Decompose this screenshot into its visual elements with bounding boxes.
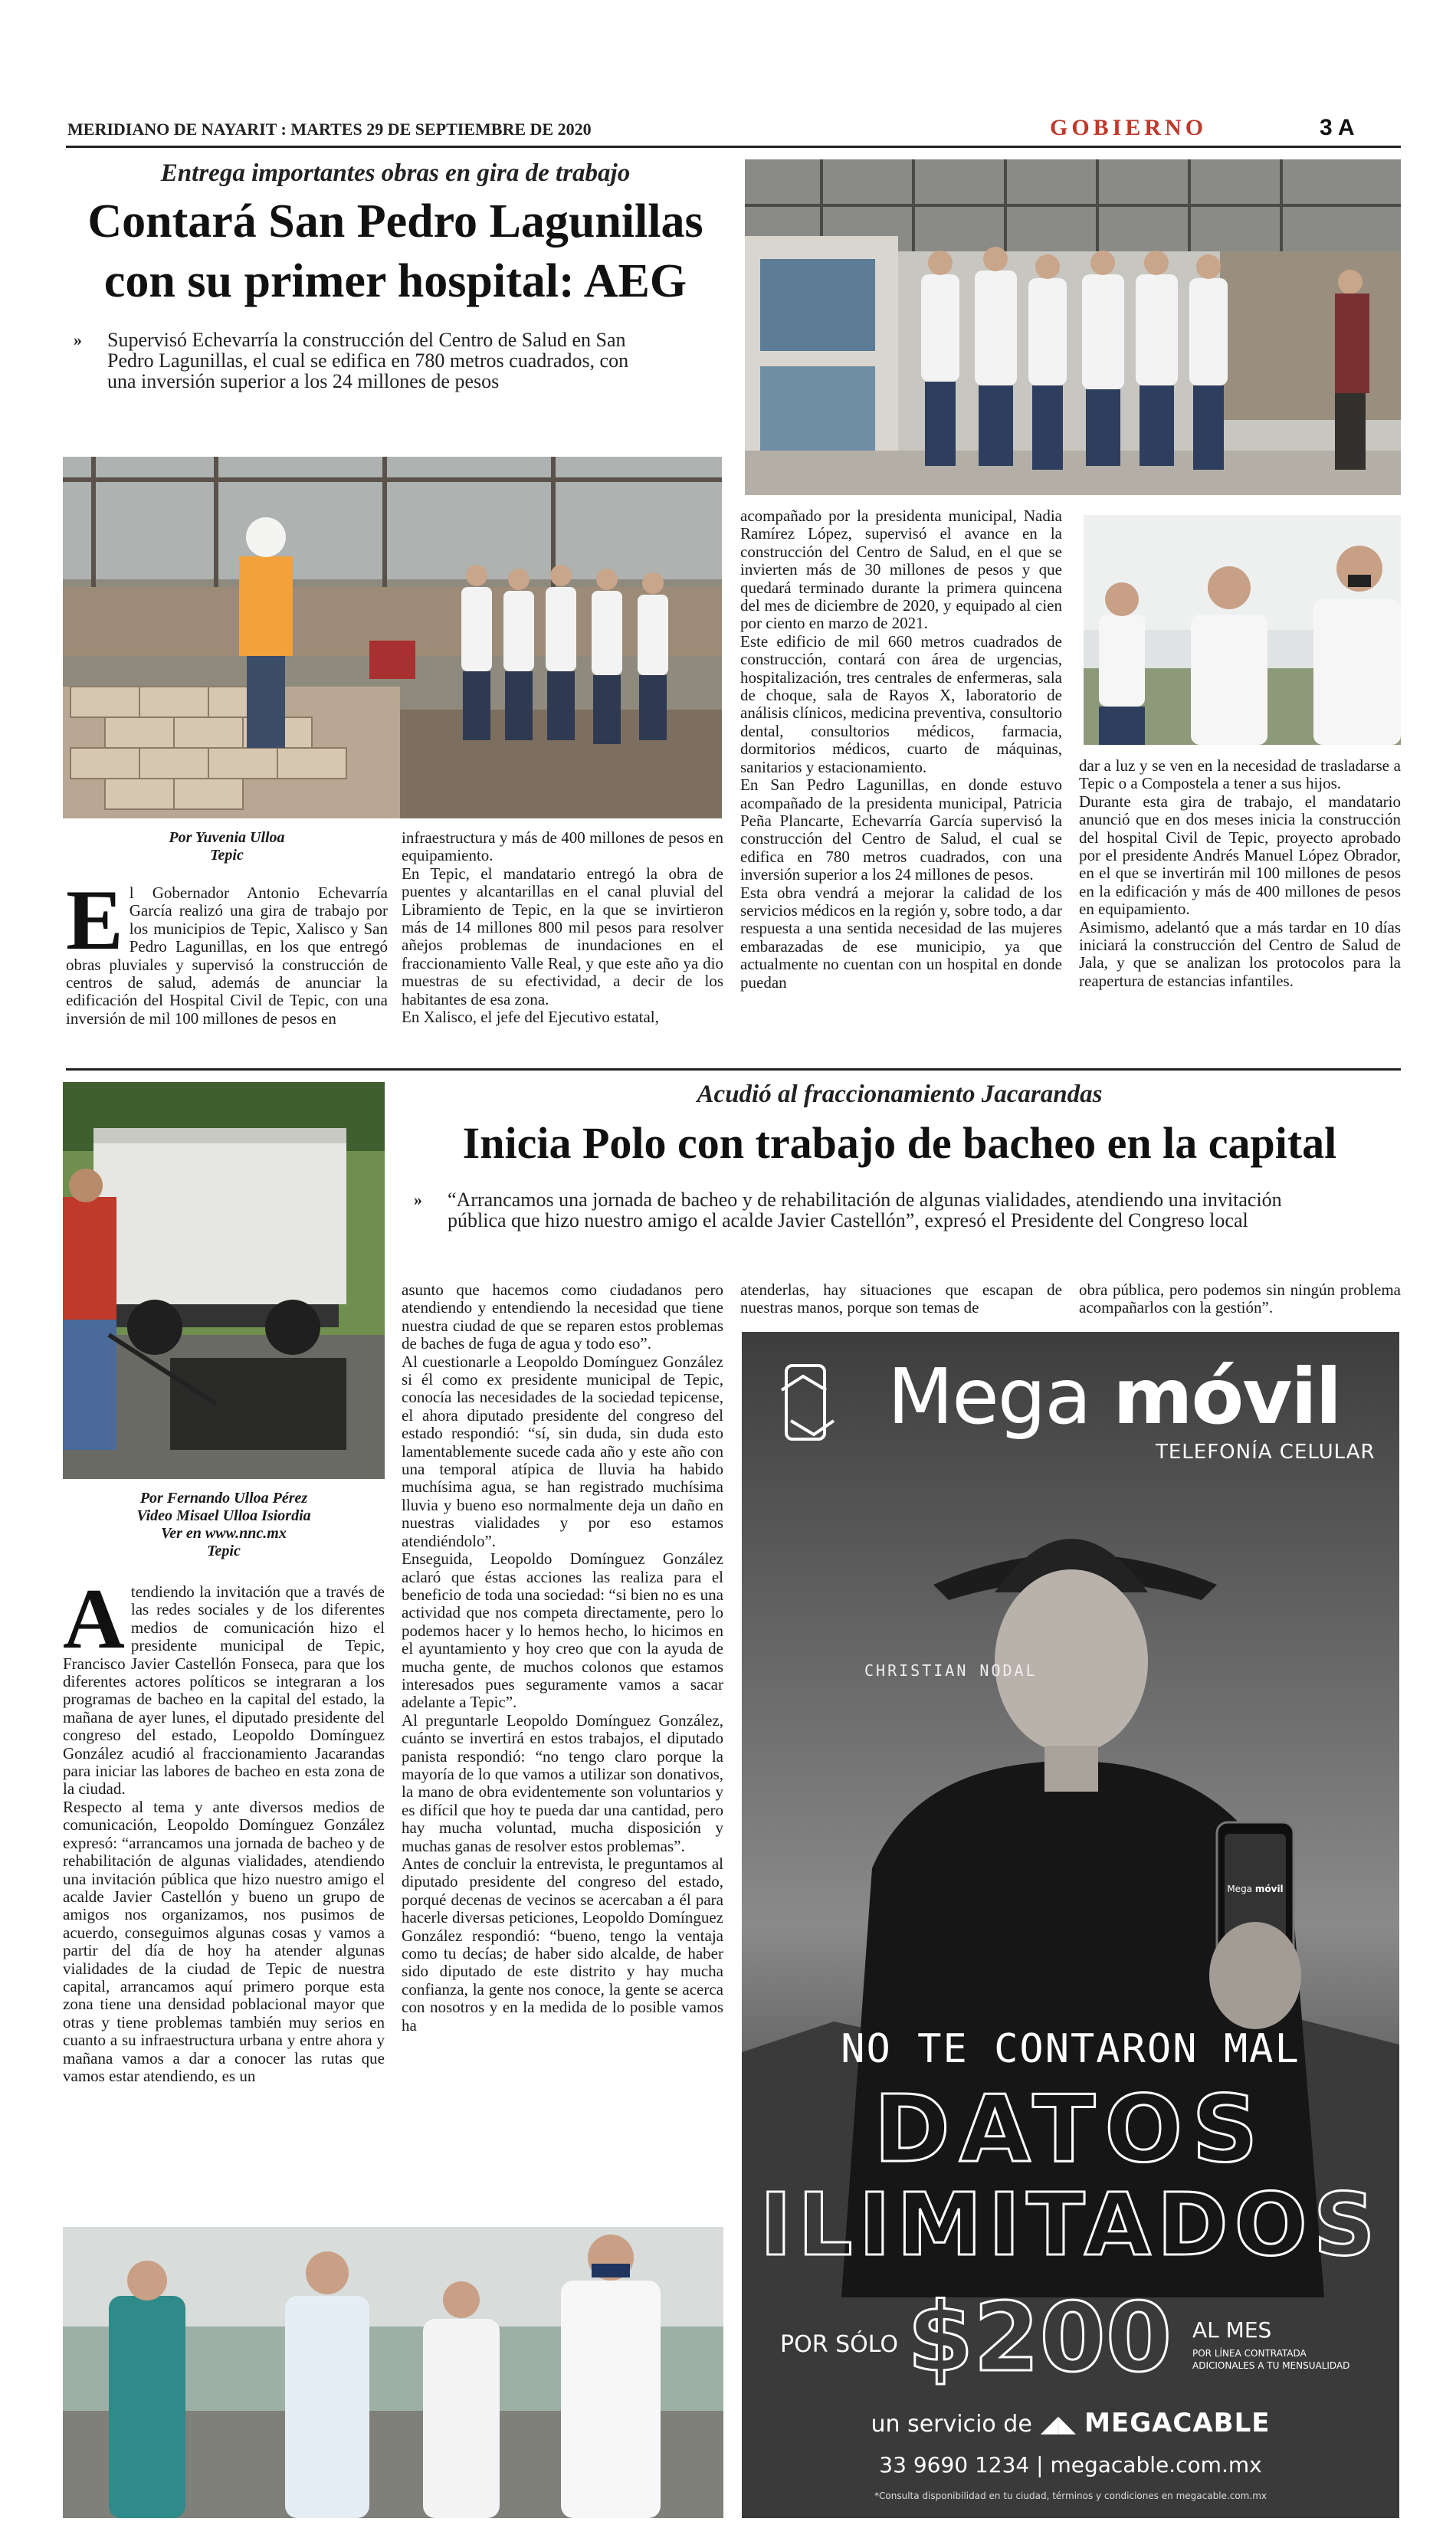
photo-officials (1084, 515, 1401, 745)
byline-video: Video Misael Ulloa Isiordia (136, 1507, 311, 1524)
service-prefix: un servicio de (871, 2411, 1032, 2438)
paragraph: Al cuestionarle a Leopoldo Domínguez González si él como ex presidente municipal de Tepic, conocía las necesidades de la sociedad tepicense, el ahora diputado presidente del congreso del estado respondió: “sí, sin duda, sin duda esto lamentablemente sucede cada año y este año con una temporal atípica de lluvia ha habido muchísima agua, se han registrado muchísima lluvia y bueno eso normalmente deja un daño en nuestras vialidades y por eso estamos atendiéndolo”. (402, 1352, 723, 1550)
ad-contact[interactable]: 33 9690 1234 | megacable.com.mx (879, 2452, 1262, 2477)
paragraph: Este edificio de mil 660 metros cuadrados de construcción, contará con área de urgencias, hospitalización, tres centrales de enfermeras, sala de choque, sala de Rayos X, laboratorio de análisis clínicos, medicina preventiva, consultorio dental, consultorios médicos, farmacia, dormitorios médicos, cuarto de máquinas, sanitarios y estacionamiento. (740, 631, 1062, 776)
paragraph: Al preguntarle Leopoldo Domínguez González, cuánto se invertirá en estos trabajos, el diputado panista respondió: “no tengo claro porque la mayoría de lo que vamos a utilizar son donativos, la mano de obra evidentemente son voluntarios y es difícil que hoy te pueda dar una cantidad, pero hay mucha voluntad, mucha disposición y muchas ganas de resolver estos problemas”. (402, 1710, 723, 1855)
header-rule (66, 146, 1401, 148)
photo-hospital-corridor (745, 159, 1401, 495)
article2-bullet-text: “Arrancamos una jornada de bacheo y de rehabilitación de algunas vialidades, atendiendo una invitación pública que hizo nuestro amigo el acalde Javier Castellón”, expresó el Presidente del Congreso local (448, 1189, 1282, 1231)
phone-brand-light: Mega (1227, 1884, 1253, 1894)
article2-byline (63, 1490, 385, 1560)
megacable-icon: ◢◣ (1040, 2411, 1077, 2438)
article2-headline: Inicia Polo con trabajo de bacheo en la capital (462, 1118, 1337, 1168)
brand-bold: móvil (1113, 1352, 1340, 1441)
price-note-line1: POR LÍNEA CONTRATADA (1192, 2348, 1307, 2359)
ad-headline-datos: DATOS (874, 2077, 1267, 2183)
paragraph: En San Pedro Lagunillas, en donde estuvo acompañado de la presidenta municipal, Patricia Peña Plancarte, Echevarría García supervisó la construcción del Centro de Salud, el cual se edifica en 780 metros cuadrados, con una inversión superior a los 24 millones de pesos. (740, 776, 1062, 884)
article2-column-1 (63, 1572, 385, 2085)
article-divider (66, 1068, 1401, 1071)
article1-bullet-text: Supervisó Echevarría la construcción del Centro de Salud en San Pedro Lagunillas, el cual se edifica en 780 metros cuadrados, con una inversión superior a los 24 millones de pesos (107, 329, 629, 392)
paragraph: tendiendo la invitación que a través de las redes sociales y de los diferentes medios de comunicación hizo el presidente municipal de Tepic, Francisco Javier Castellón Fonseca, para que los diferentes actores políticos se integraran a los programas de bacheo en la capital del estado, la mañana de ayer lunes, el diputado presidente del congreso del estado, Leopoldo Domínguez González acudió al fraccionamiento Jacarandas para iniciar las labores de bacheo en esta zona de la ciudad. (63, 1582, 385, 1799)
paragraph: En Tepic, el mandatario entregó la obra de puentes y alcantarillas en el canal pluvial del Libramiento de Tepic, en la que se invirtieron más de 14 millones 800 mil pesos para resolver añejos problemas de inundaciones en el fraccionamiento Valle Real, y que este año ya dio muestras de su efectividad, a decir de los habitantes de esa zona. (402, 864, 723, 1008)
paragraph: Respecto al tema y ante diversos medios de comunicación, Leopoldo Domínguez González expresó: “arrancamos una jornada de bacheo y de rehabilitación de algunas vialidades, atendiendo una invitación pública que hizo nuestro amigo el acalde Javier Castellón y bueno un grupo de amigos nos organizamos, nos pusimos de acuerdo, conseguimos algunas cosas y vamos a partir del día de hoy ha atender algunas vialidades de la ciudad de Tepic de nuestra capital, arrancamos aquí primero porque esta zona tiene una densidad poblacional mayor que otras y tiene problemas también muy serios en cuanto a su infraestructura urbana y entre ahora y mañana vamos a dar a conocer las rutas que vamos estar atendiendo, es un (63, 1797, 385, 2085)
section-name: GOBIERNO (1050, 115, 1208, 140)
article1-byline (66, 829, 388, 864)
article2-dropcap: A (63, 1572, 125, 1667)
byline-author: Por Yuvenia Ulloa (169, 829, 285, 846)
phone-brand-bold: móvil (1254, 1884, 1284, 1894)
article1-bullet (74, 330, 656, 392)
page-header (66, 113, 1401, 147)
article1-kicker: Entrega importantes obras en gira de trabajo (160, 159, 631, 187)
price-suffix: AL MES (1192, 2317, 1272, 2343)
article1-headline-line1: Contará San Pedro Lagunillas (87, 195, 703, 248)
ad-disclaimer: *Consulta disponibilidad en tu ciudad, términos y condiciones en megacable.com.mx (874, 2491, 1267, 2501)
paragraph: Enseguida, Leopoldo Domínguez González aclaró que éstas acciones las realiza para el beneficio de toda una sociedad: “si bien no es una actividad que nos competa directamente, pero lo podemos hacer y lo hemos hecho, lo hicimos en el ayuntamiento y hoy creo que con la ayuda de mucha gente, de muchos colonos que estamos interesados pues seguramente vamos a sacar adelante a Tepic”. (402, 1549, 723, 1712)
ad-price-block (777, 2283, 1375, 2395)
article2-kicker: Acudió al fraccionamiento Jacarandas (697, 1081, 1103, 1108)
article1-col1-text: l Gobernador Antonio Echevarría García realizó una gira de trabajo por los municipios de Tepic, Xalisco y San Pedro Lagunillas, en los que entregó obras pluviales y supervisó la construcción de centros de salud, además de anunciar la edificación del Hospital Civil de Tepic, con una inversión de mil 100 millones de pesos en (66, 884, 388, 1028)
article1-column-3 (740, 507, 1062, 992)
paragraph: En Xalisco, el jefe del Ejecutivo estatal, (402, 1008, 659, 1027)
byline-place: Tepic (210, 847, 244, 864)
ad-service-line (742, 2408, 1399, 2438)
service-brand: MEGACABLE (1084, 2408, 1271, 2438)
paragraph: asunto que hacemos como ciudadanos pero atendiendo y entendiendo la necesidad que tiene nuestra ciudad de que se reparen estos problemas de baches de fuga de agua y todo eso”. (402, 1281, 723, 1353)
article1-dropcap: E (66, 873, 123, 968)
page-number: 3 A (1320, 115, 1355, 140)
bullet-marker: » (414, 1190, 422, 1209)
ad-subbrand: TELEFONÍA CELULAR (1156, 1441, 1376, 1464)
brand-light: Mega (887, 1352, 1090, 1441)
phone-swap-icon (780, 1359, 835, 1451)
article2-column-4: obra pública, pero podemos sin ningún problema acompañarlos con la gestión”. (1079, 1281, 1401, 1317)
paragraph: Asimismo, adelantó que a más tardar en 10 días iniciará la construcción del Centro de Salud de Jala, y que se analizan los protocolos para la reapertura de estancias infantiles. (1079, 917, 1401, 990)
masthead-date: MERIDIANO DE NAYARIT : MARTES 29 DE SEPTIEMBRE DE 2020 (67, 120, 592, 139)
price-prefix: POR SÓLO (780, 2331, 898, 2358)
article1-column-1 (66, 873, 388, 1028)
article2-column-3: atenderlas, hay situaciones que escapan de nuestras manos, porque son temas de (740, 1281, 1062, 1317)
paragraph: Esta obra vendrá a mejorar la calidad de los servicios médicos en la región y, sobre todo, a dar respuesta a una sentida necesidad de las mujeres embarazadas de ese municipio, ya que actualmente no cuentan con un hospital en donde puedan (740, 883, 1062, 992)
article1-column-4 (1079, 757, 1401, 990)
article2-column-2 (402, 1281, 723, 2035)
ad-phone-screen-logo (1223, 1884, 1287, 1894)
ad-tagline: NO TE CONTARON MAL (841, 2026, 1300, 2072)
photo-group-street (63, 2227, 723, 2518)
ad-brand-logo (887, 1352, 1340, 1441)
paragraph: acompañado por la presidenta municipal, Nadia Ramírez López, supervisó el avance en la construcción del Centro de Salud, en el que se invierten más de 30 millones de pesos y que quedará terminado durante la primera quincena del mes de diciembre de 2020, y equipado al cien por ciento en marzo de 2021. (740, 507, 1062, 633)
byline-author: Por Fernando Ulloa Pérez (139, 1490, 308, 1507)
ad-artist-name: CHRISTIAN NODAL (864, 1661, 1038, 1680)
photo-construction-site (63, 457, 722, 818)
byline-place: Tepic (207, 1543, 241, 1559)
price-value: $200 (907, 2283, 1172, 2393)
paragraph: dar a luz y se ven en la necesidad de trasladarse a Tepic o a Compostela a tener a sus hijos. (1079, 756, 1401, 793)
article2-bullet (414, 1189, 1333, 1231)
article1-headline-line2: con su primer hospital: AEG (103, 255, 687, 307)
article1-column-2 (402, 829, 723, 1026)
ad-headline-ilimitados: ILIMITADOS (759, 2176, 1382, 2275)
price-note-line2: ADICIONALES A TU MENSUALIDAD (1192, 2360, 1350, 2371)
bullet-marker: » (74, 330, 82, 349)
advertisement-megamovil[interactable] (742, 1332, 1399, 2518)
photo-dump-truck (63, 1082, 385, 1479)
paragraph: Durante esta gira de trabajo, el mandatario anunció que en dos meses inicia la construcción del hospital Civil de Tepic, proyecto aprobado por el presidente Andrés Manuel López Obrador, en el que se invertirán mil 100 millones de pesos en la edificación y más de 400 millones de pesos en equipamiento. (1079, 792, 1401, 919)
paragraph: infraestructura y más de 400 millones de pesos en equipamiento. (402, 828, 723, 865)
byline-web: Ver en www.nnc.mx (161, 1525, 287, 1542)
paragraph: Antes de concluir la entrevista, le preguntamos al diputado presidente del congreso del estado, porqué decenas de vecinos se acercaban a él para hacerle diversas peticiones, Leopoldo Domínguez González respondió: “bueno, tengo la ventaja como tu decías; de haber sido alcalde, de haber sido diputado de este distrito y hay mucha confianza, la gente nos conoce, la gente se acerca con nosotros y en la medida de lo posible vamos ha (402, 1854, 723, 2035)
